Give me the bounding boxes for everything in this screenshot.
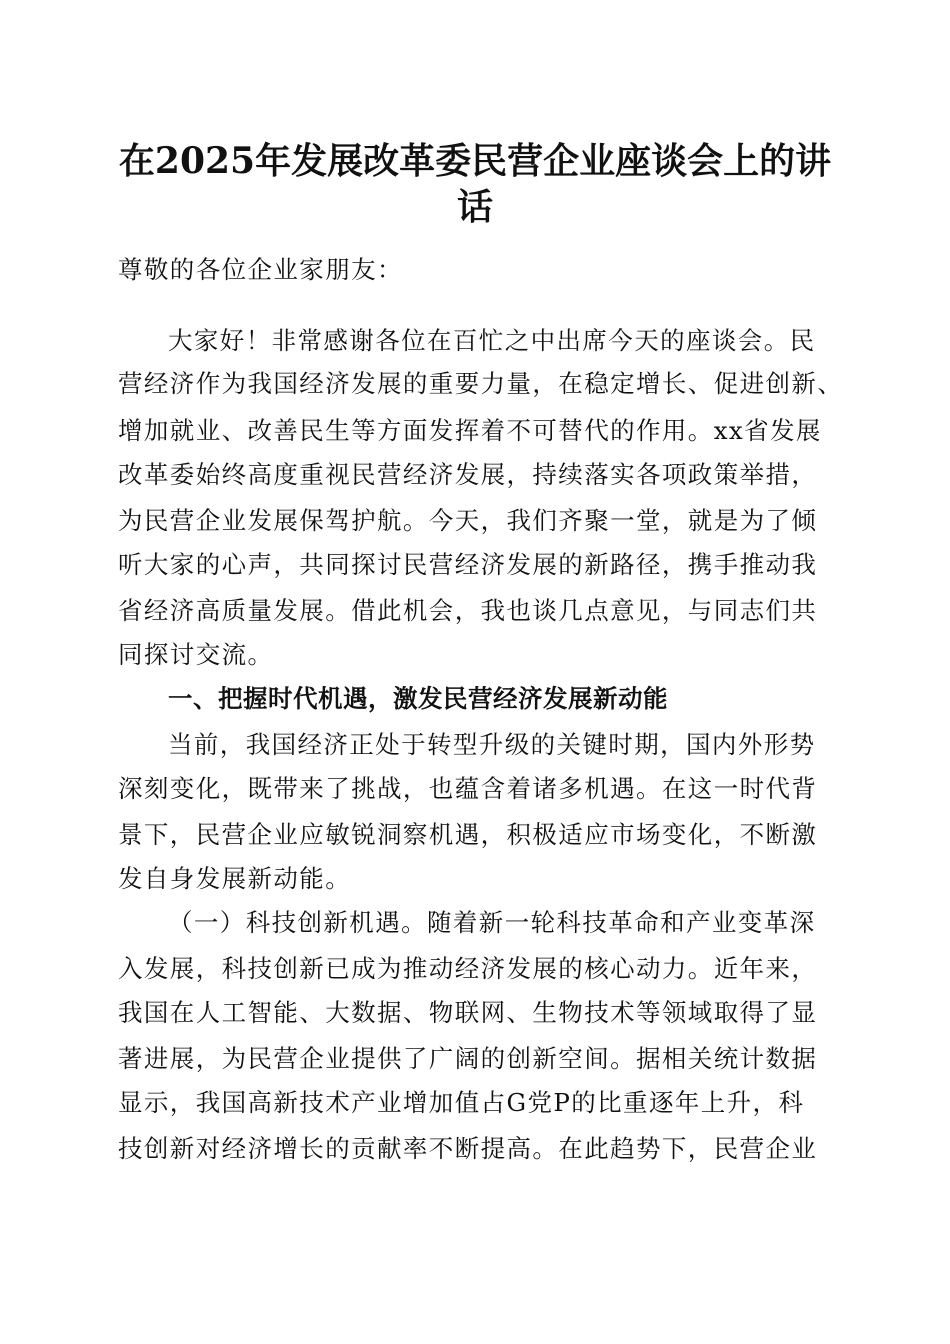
paragraph-line: 当前，我国经济正处于转型升级的关键时期，国内外形势 xyxy=(168,730,816,759)
paragraph-line: 听大家的心声，共同探讨民营经济发展的新路径，携手推动我 xyxy=(118,550,818,579)
paragraph-line: 大家好！非常感谢各位在百忙之中出席今天的座谈会。民 xyxy=(168,326,816,355)
paragraph-line: 入发展，科技创新已成为推动经济发展的核心动力。近年来， xyxy=(118,954,818,983)
salutation: 尊敬的各位企业家朋友： xyxy=(118,255,403,284)
paragraph-line: 增加就业、改善民生等方面发挥着不可替代的作用。xx省发展 xyxy=(118,416,822,445)
paragraph-line: 省经济高质量发展。借此机会，我也谈几点意见，与同志们共 xyxy=(118,596,818,625)
paragraph-line: 景下，民营企业应敏锐洞察机遇，积极适应市场变化，不断激 xyxy=(118,820,818,849)
paragraph-line: 改革委始终高度重视民营经济发展，持续落实各项政策举措， xyxy=(118,460,818,489)
paragraph-line: 同探讨交流。 xyxy=(118,640,274,669)
paragraph-line: 著进展，为民营企业提供了广阔的创新空间。据相关统计数据 xyxy=(118,1044,818,1073)
paragraph-line: 深刻变化，既带来了挑战，也蕴含着诸多机遇。在这一时代背 xyxy=(118,774,818,803)
paragraph-line: 显示，我国高新技术产业增加值占G党P的比重逐年上升，科 xyxy=(118,1088,805,1117)
paragraph-line: 技创新对经济增长的贡献率不断提高。在此趋势下，民营企业 xyxy=(118,1134,818,1163)
paragraph-line: 我国在人工智能、大数据、物联网、生物技术等领域取得了显 xyxy=(118,998,818,1027)
paragraph-line: 为民营企业发展保驾护航。今天，我们齐聚一堂，就是为了倾 xyxy=(118,506,818,535)
subsection-paragraph-line: （一）科技创新机遇。随着新一轮科技革命和产业变革深 xyxy=(168,908,816,937)
paragraph-line: 发自身发展新动能。 xyxy=(118,864,352,893)
paragraph-line: 营经济作为我国经济发展的重要力量，在稳定增长、促进创新、 xyxy=(118,369,844,398)
document-title-line-2: 话 xyxy=(456,186,493,228)
section-heading: 一、把握时代机遇，激发民营经济发展新动能 xyxy=(168,684,668,713)
document-title-line-1: 在2025年发展改革委民营企业座谈会上的讲 xyxy=(118,140,832,182)
